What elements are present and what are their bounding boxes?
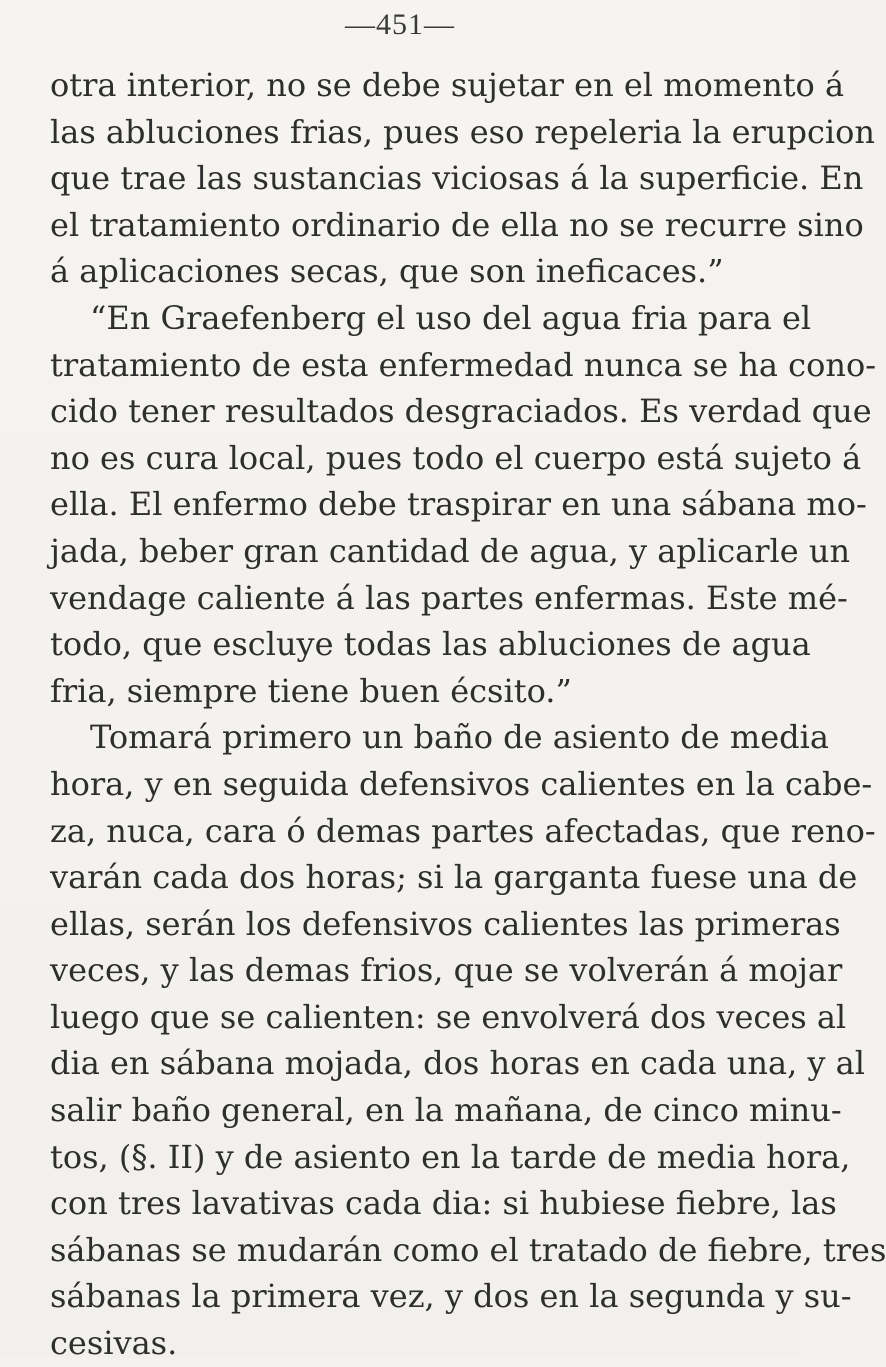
body-text <box>50 62 886 1367</box>
text-line: jada, beber gran cantidad de agua, y aplicarle un <box>50 531 851 570</box>
text-line: sábanas la primera vez, y dos en la segunda y su- <box>50 1277 852 1316</box>
text-line: todo, que escluye todas las abluciones de agua <box>50 625 811 664</box>
text-line: tratamiento de esta enfermedad nunca se ha cono- <box>50 345 877 384</box>
text-line: las abluciones frias, pues eso repeleria la erupcion <box>50 112 875 151</box>
text-line: “En Graefenberg el uso del agua fria para el <box>90 298 812 337</box>
text-line: sábanas se mudarán como el tratado de fiebre, tres <box>50 1230 886 1269</box>
text-line: no es cura local, pues todo el cuerpo está sujeto á <box>50 438 862 477</box>
text-line: el tratamiento ordinario de ella no se recurre sino <box>50 205 864 244</box>
text-line: za, nuca, cara ó demas partes afectadas, que reno- <box>50 811 876 850</box>
text-line: que trae las sustancias viciosas á la superficie. En <box>50 159 864 198</box>
text-line: salir baño general, en la mañana, de cinco minu- <box>50 1091 842 1130</box>
text-line: Tomará primero un baño de asiento de media <box>90 718 829 757</box>
text-line: á aplicaciones secas, que son ineficaces.” <box>50 252 724 291</box>
text-line: cesivas. <box>50 1324 178 1363</box>
text-line: varán cada dos horas; si la garganta fuese una de <box>50 858 858 897</box>
text-line: otra interior, no se debe sujetar en el momento á <box>50 66 845 104</box>
text-line: fria, siempre tiene buen écsito.” <box>50 671 572 710</box>
text-line: ellas, serán los defensivos calientes las primeras <box>50 904 841 943</box>
text-line: cido tener resultados desgraciados. Es verdad que <box>50 392 872 431</box>
text-line: con tres lavativas cada dia: si hubiese fiebre, las <box>50 1184 837 1223</box>
text-line: vendage caliente á las partes enfermas. Este mé- <box>50 578 848 617</box>
text-line: dia en sábana mojada, dos horas en cada una, y al <box>50 1044 865 1083</box>
text-line: luego que se calienten: se envolverá dos veces al <box>50 997 847 1036</box>
text-line: ella. El enfermo debe traspirar en una sábana mo- <box>50 485 867 524</box>
text-line: veces, y las demas frios, que se volverán á mojar <box>50 951 843 990</box>
page-number: —451— <box>345 8 455 41</box>
text-line: tos, (§. II) y de asiento en la tarde de media hora, <box>50 1137 851 1176</box>
text-line: hora, y en seguida defensivos calientes en la cabe- <box>50 764 873 803</box>
